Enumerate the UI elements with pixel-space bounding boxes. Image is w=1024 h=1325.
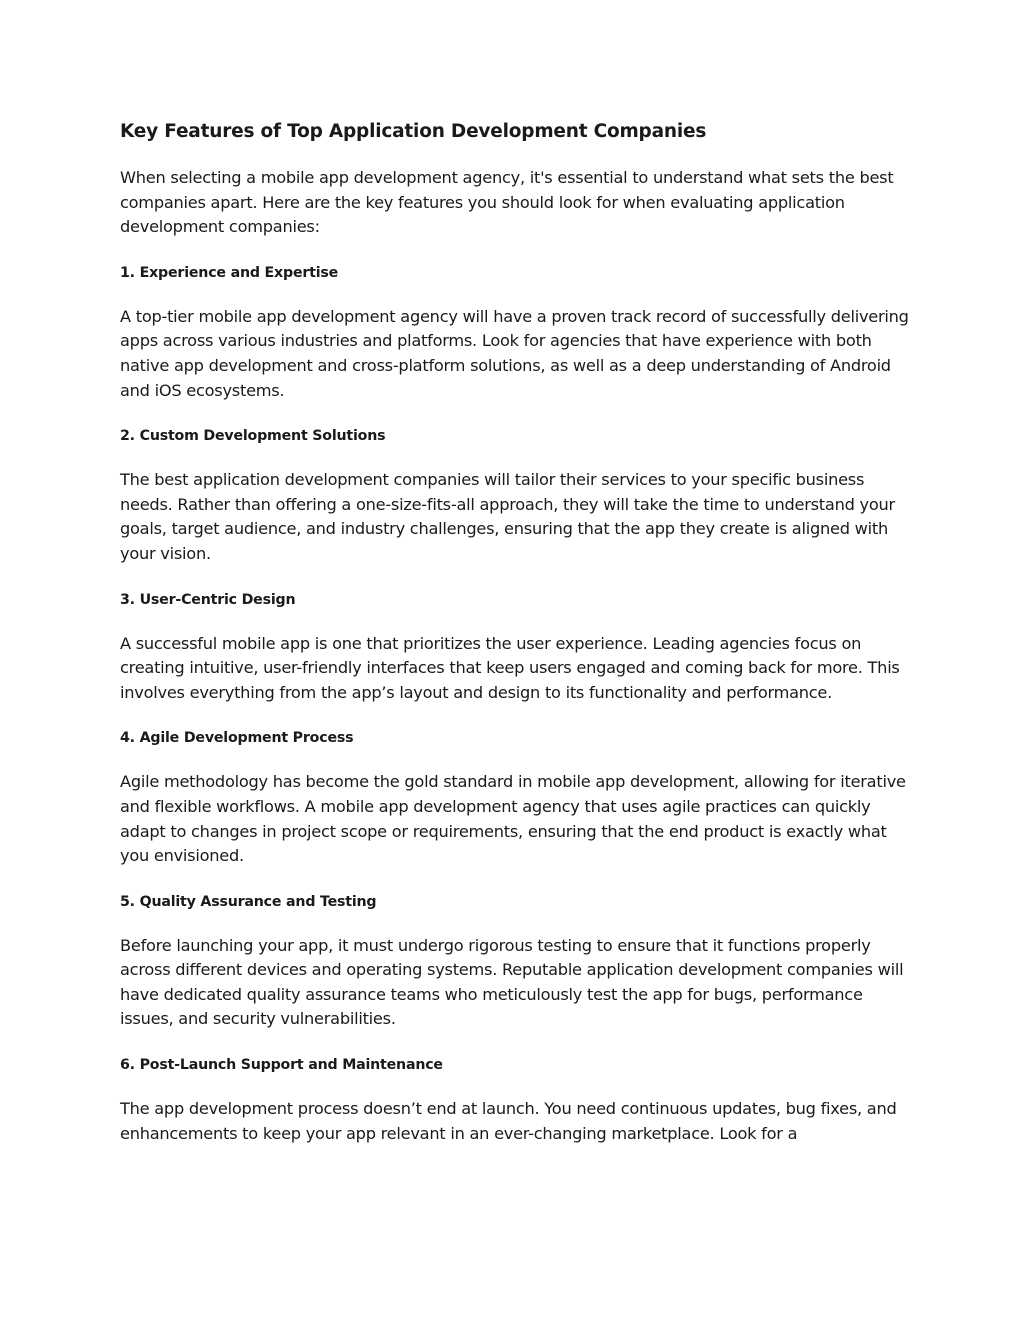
section-heading: 1. Experience and Expertise xyxy=(120,264,339,281)
section-body: The app development process doesn’t end at launch. You need continuous updates, bug fixes, and enhancements to keep your app relevant in an ever-changing marketplace. Look for a xyxy=(120,1099,897,1143)
section-heading: 2. Custom Development Solutions xyxy=(120,428,386,445)
document-page xyxy=(120,118,920,1169)
section-body: A top-tier mobile app development agency will have a proven track record of successfully delivering apps across various industries and platforms. Look for agencies that have experience with both native app development and cross-platform solutions, as well as a deep understanding of Android and iOS ecosystems. xyxy=(120,306,909,400)
section-experience xyxy=(120,263,920,403)
section-body: Agile methodology has become the gold standard in mobile app development, allowing for iterative and flexible workflows. A mobile app development agency that uses agile practices can quickly adapt to changes in project scope or requirements, ensuring that the end product is exactly what you envisioned. xyxy=(120,772,906,866)
section-heading: 4. Agile Development Process xyxy=(120,730,354,747)
section-body: The best application development companies will tailor their services to your specific business needs. Rather than offering a one-size-fits-all approach, they will take the time to understand your goals, target audience, and industry challenges, ensuring that the app they create is aligned with your vision. xyxy=(120,470,895,563)
section-heading: 3. User-Centric Design xyxy=(120,591,296,608)
section-body: A successful mobile app is one that prioritizes the user experience. Leading agencies focus on creating intuitive, user-friendly interfaces that keep users engaged and coming back for more. This involves everything from the app’s layout and design to its functionality and performance. xyxy=(120,633,900,702)
section-heading: 5. Quality Assurance and Testing xyxy=(120,893,377,910)
section-user-centric-design xyxy=(120,590,920,706)
section-custom-development xyxy=(120,426,920,566)
section-agile-process xyxy=(120,728,920,868)
intro-paragraph: When selecting a mobile app development agency, it's essential to understand what sets the best companies apart. Here are the key features you should look for when evaluating application development companies: xyxy=(120,168,894,237)
document-title: Key Features of Top Application Development Companies xyxy=(120,121,707,142)
section-post-launch-support xyxy=(120,1055,920,1146)
section-heading: 6. Post-Launch Support and Maintenance xyxy=(120,1057,443,1074)
section-quality-assurance xyxy=(120,892,920,1032)
section-body: Before launching your app, it must undergo rigorous testing to ensure that it functions properly across different devices and operating systems. Reputable application development companies will have dedicated quality assurance teams who meticulously test the app for bugs, performance issues, and security vulnerabilities. xyxy=(120,935,904,1029)
